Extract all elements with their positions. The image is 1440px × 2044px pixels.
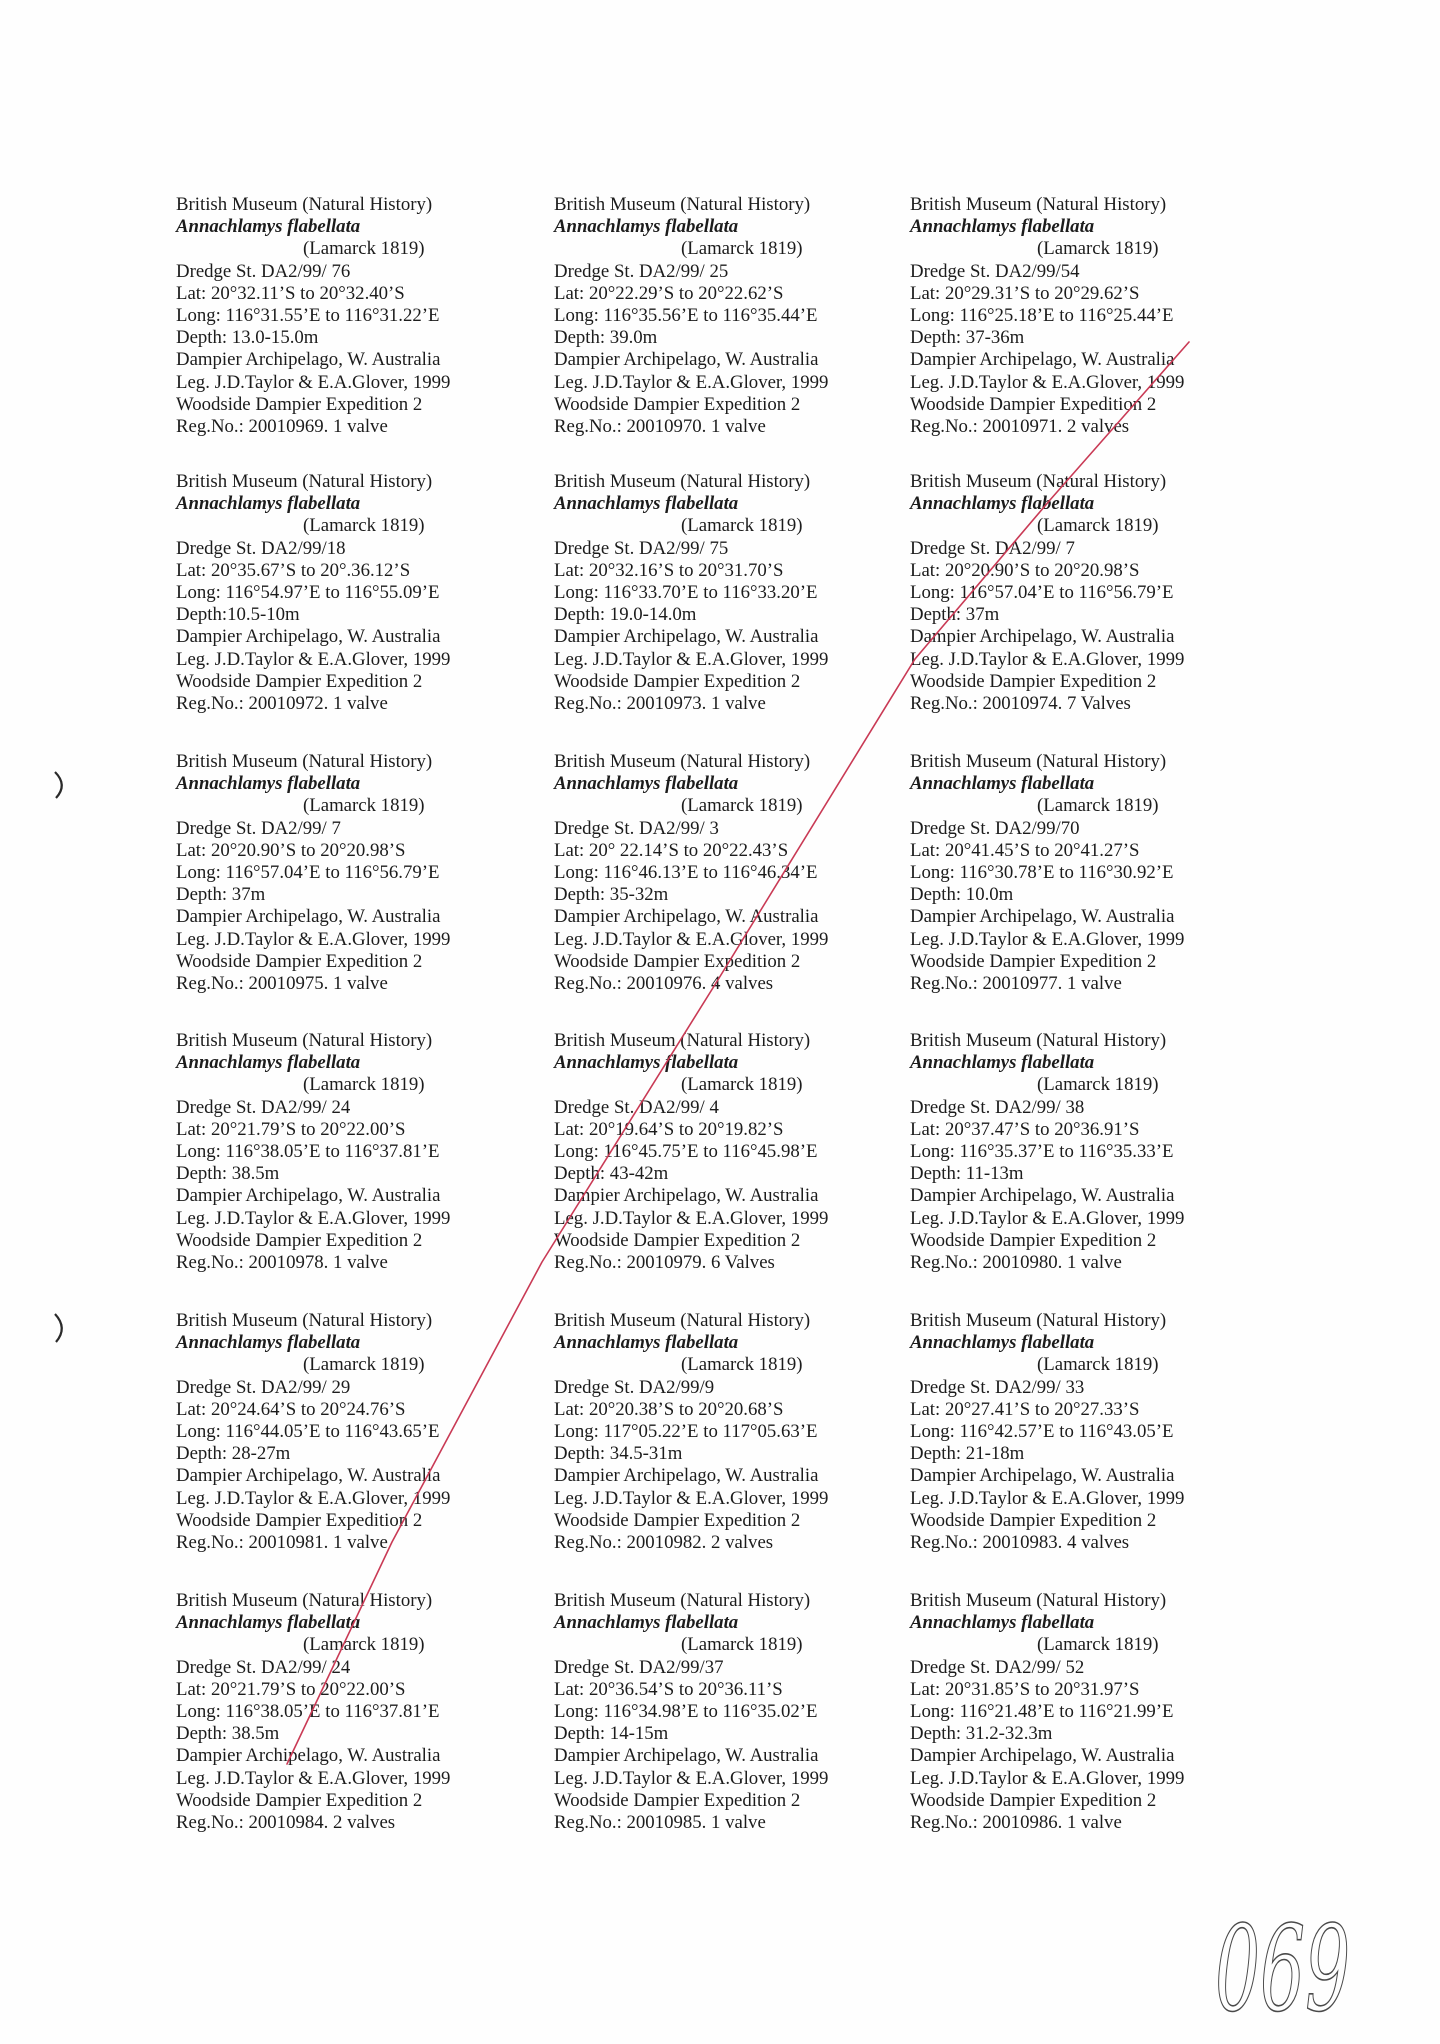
species-authority: (Lamarck 1819) xyxy=(681,1354,803,1376)
registration-number: Reg.No.: 20010983. 4 valves xyxy=(910,1531,1130,1553)
longitude: Long: 116°25.18’E to 116°25.44’E xyxy=(910,304,1174,326)
specimen-label xyxy=(554,1310,884,1554)
specimen-label xyxy=(910,194,1240,438)
latitude: Lat: 20°29.31’S to 20°29.62’S xyxy=(910,282,1140,304)
depth: Depth: 21-18m xyxy=(910,1443,1025,1465)
dredge-station: Dredge St. DA2/99/18 xyxy=(176,537,346,559)
species-name: Annachlamys flabellata xyxy=(554,493,739,515)
species-name: Annachlamys flabellata xyxy=(176,773,361,795)
expedition: Woodside Dampier Expedition 2 xyxy=(910,1229,1157,1251)
expedition: Woodside Dampier Expedition 2 xyxy=(176,1509,423,1531)
species-name: Annachlamys flabellata xyxy=(176,1612,361,1634)
longitude: Long: 116°46.13’E to 116°46.34’E xyxy=(554,861,818,883)
specimen-label xyxy=(910,471,1240,715)
collectors: Leg. J.D.Taylor & E.A.Glover, 1999 xyxy=(910,371,1185,393)
collectors: Leg. J.D.Taylor & E.A.Glover, 1999 xyxy=(176,1767,451,1789)
latitude: Lat: 20°32.11’S to 20°32.40’S xyxy=(176,282,405,304)
collectors: Leg. J.D.Taylor & E.A.Glover, 1999 xyxy=(554,1207,829,1229)
locality: Dampier Archipelago, W. Australia xyxy=(176,1465,441,1487)
latitude: Lat: 20°24.64’S to 20°24.76’S xyxy=(176,1398,406,1420)
institution: British Museum (Natural History) xyxy=(554,471,811,492)
collectors: Leg. J.D.Taylor & E.A.Glover, 1999 xyxy=(910,1767,1185,1789)
collectors: Leg. J.D.Taylor & E.A.Glover, 1999 xyxy=(554,371,829,393)
species-name: Annachlamys flabellata xyxy=(910,1612,1095,1634)
species-authority: (Lamarck 1819) xyxy=(681,238,803,260)
registration-number: Reg.No.: 20010972. 1 valve xyxy=(176,692,388,714)
expedition: Woodside Dampier Expedition 2 xyxy=(910,393,1157,415)
dredge-station: Dredge St. DA2/99/ 7 xyxy=(176,817,341,839)
institution: British Museum (Natural History) xyxy=(176,1310,433,1331)
latitude: Lat: 20°19.64’S to 20°19.82’S xyxy=(554,1118,784,1140)
registration-number: Reg.No.: 20010978. 1 valve xyxy=(176,1251,388,1273)
species-name: Annachlamys flabellata xyxy=(910,216,1095,238)
locality: Dampier Archipelago, W. Australia xyxy=(176,906,441,928)
expedition: Woodside Dampier Expedition 2 xyxy=(910,1509,1157,1531)
species-authority: (Lamarck 1819) xyxy=(681,1634,803,1656)
locality: Dampier Archipelago, W. Australia xyxy=(910,1745,1175,1767)
punch-hole-mark xyxy=(55,772,62,798)
species-authority: (Lamarck 1819) xyxy=(303,238,425,260)
longitude: Long: 116°31.55’E to 116°31.22’E xyxy=(176,304,440,326)
institution: British Museum (Natural History) xyxy=(176,194,433,215)
species-name: Annachlamys flabellata xyxy=(176,493,361,515)
collectors: Leg. J.D.Taylor & E.A.Glover, 1999 xyxy=(910,648,1185,670)
collectors: Leg. J.D.Taylor & E.A.Glover, 1999 xyxy=(176,371,451,393)
institution: British Museum (Natural History) xyxy=(910,1590,1167,1611)
specimen-label xyxy=(910,1590,1240,1834)
depth: Depth: 37-36m xyxy=(910,327,1025,349)
species-authority: (Lamarck 1819) xyxy=(303,515,425,537)
institution: British Museum (Natural History) xyxy=(910,194,1167,215)
latitude: Lat: 20°37.47’S to 20°36.91’S xyxy=(910,1118,1140,1140)
species-authority: (Lamarck 1819) xyxy=(1037,1634,1159,1656)
dredge-station: Dredge St. DA2/99/54 xyxy=(910,260,1080,282)
institution: British Museum (Natural History) xyxy=(176,471,433,492)
specimen-label xyxy=(176,1310,506,1554)
specimen-label xyxy=(176,1030,506,1274)
institution: British Museum (Natural History) xyxy=(176,1030,433,1051)
collectors: Leg. J.D.Taylor & E.A.Glover, 1999 xyxy=(554,648,829,670)
latitude: Lat: 20°20.38’S to 20°20.68’S xyxy=(554,1398,784,1420)
latitude: Lat: 20°21.79’S to 20°22.00’S xyxy=(176,1678,406,1700)
species-authority: (Lamarck 1819) xyxy=(303,1354,425,1376)
locality: Dampier Archipelago, W. Australia xyxy=(554,1465,819,1487)
species-authority: (Lamarck 1819) xyxy=(1037,795,1159,817)
species-name: Annachlamys flabellata xyxy=(176,1332,361,1354)
punch-hole-mark xyxy=(55,1314,62,1342)
registration-number: Reg.No.: 20010975. 1 valve xyxy=(176,972,388,994)
expedition: Woodside Dampier Expedition 2 xyxy=(910,1789,1157,1811)
latitude: Lat: 20°21.79’S to 20°22.00’S xyxy=(176,1118,406,1140)
latitude: Lat: 20°35.67’S to 20°.36.12’S xyxy=(176,559,411,581)
collectors: Leg. J.D.Taylor & E.A.Glover, 1999 xyxy=(176,1487,451,1509)
depth: Depth:10.5-10m xyxy=(176,604,300,626)
longitude: Long: 116°35.56’E to 116°35.44’E xyxy=(554,304,818,326)
collectors: Leg. J.D.Taylor & E.A.Glover, 1999 xyxy=(176,648,451,670)
latitude: Lat: 20°27.41’S to 20°27.33’S xyxy=(910,1398,1140,1420)
depth: Depth: 13.0-15.0m xyxy=(176,327,319,349)
species-authority: (Lamarck 1819) xyxy=(1037,1074,1159,1096)
dredge-station: Dredge St. DA2/99/ 4 xyxy=(554,1096,719,1118)
species-authority: (Lamarck 1819) xyxy=(681,1074,803,1096)
longitude: Long: 116°57.04’E to 116°56.79’E xyxy=(176,861,440,883)
dredge-station: Dredge St. DA2/99/ 25 xyxy=(554,260,729,282)
depth: Depth: 14-15m xyxy=(554,1723,669,1745)
collectors: Leg. J.D.Taylor & E.A.Glover, 1999 xyxy=(176,1207,451,1229)
specimen-label xyxy=(910,1030,1240,1274)
institution: British Museum (Natural History) xyxy=(554,1590,811,1611)
depth: Depth: 11-13m xyxy=(910,1163,1024,1185)
depth: Depth: 37m xyxy=(910,604,1000,626)
expedition: Woodside Dampier Expedition 2 xyxy=(910,670,1157,692)
locality: Dampier Archipelago, W. Australia xyxy=(554,626,819,648)
dredge-station: Dredge St. DA2/99/ 38 xyxy=(910,1096,1085,1118)
expedition: Woodside Dampier Expedition 2 xyxy=(176,1229,423,1251)
specimen-label xyxy=(554,194,884,438)
dredge-station: Dredge St. DA2/99/ 24 xyxy=(176,1656,351,1678)
handwritten-page-number: 069 xyxy=(1215,1900,1351,2038)
collectors: Leg. J.D.Taylor & E.A.Glover, 1999 xyxy=(910,1487,1185,1509)
latitude: Lat: 20° 22.14’S to 20°22.43’S xyxy=(554,839,789,861)
locality: Dampier Archipelago, W. Australia xyxy=(176,626,441,648)
registration-number: Reg.No.: 20010974. 7 Valves xyxy=(910,692,1131,714)
registration-number: Reg.No.: 20010982. 2 valves xyxy=(554,1531,774,1553)
species-name: Annachlamys flabellata xyxy=(554,1052,739,1074)
latitude: Lat: 20°31.85’S to 20°31.97’S xyxy=(910,1678,1140,1700)
depth: Depth: 19.0-14.0m xyxy=(554,604,697,626)
locality: Dampier Archipelago, W. Australia xyxy=(176,1745,441,1767)
registration-number: Reg.No.: 20010970. 1 valve xyxy=(554,415,766,437)
dredge-station: Dredge St. DA2/99/ 24 xyxy=(176,1096,351,1118)
expedition: Woodside Dampier Expedition 2 xyxy=(176,393,423,415)
longitude: Long: 116°54.97’E to 116°55.09’E xyxy=(176,581,440,603)
collectors: Leg. J.D.Taylor & E.A.Glover, 1999 xyxy=(554,1767,829,1789)
species-name: Annachlamys flabellata xyxy=(554,216,739,238)
institution: British Museum (Natural History) xyxy=(910,751,1167,772)
collectors: Leg. J.D.Taylor & E.A.Glover, 1999 xyxy=(910,1207,1185,1229)
dredge-station: Dredge St. DA2/99/9 xyxy=(554,1376,715,1398)
longitude: Long: 117°05.22’E to 117°05.63’E xyxy=(554,1420,818,1442)
species-name: Annachlamys flabellata xyxy=(554,773,739,795)
specimen-label xyxy=(554,1590,884,1834)
institution: British Museum (Natural History) xyxy=(910,1310,1167,1331)
locality: Dampier Archipelago, W. Australia xyxy=(910,1185,1175,1207)
longitude: Long: 116°44.05’E to 116°43.65’E xyxy=(176,1420,440,1442)
longitude: Long: 116°21.48’E to 116°21.99’E xyxy=(910,1700,1174,1722)
locality: Dampier Archipelago, W. Australia xyxy=(554,906,819,928)
expedition: Woodside Dampier Expedition 2 xyxy=(910,950,1157,972)
registration-number: Reg.No.: 20010971. 2 valves xyxy=(910,415,1130,437)
locality: Dampier Archipelago, W. Australia xyxy=(910,1465,1175,1487)
institution: British Museum (Natural History) xyxy=(176,1590,433,1611)
registration-number: Reg.No.: 20010979. 6 Valves xyxy=(554,1251,775,1273)
longitude: Long: 116°57.04’E to 116°56.79’E xyxy=(910,581,1174,603)
depth: Depth: 37m xyxy=(176,884,266,906)
longitude: Long: 116°34.98’E to 116°35.02’E xyxy=(554,1700,818,1722)
collectors: Leg. J.D.Taylor & E.A.Glover, 1999 xyxy=(554,1487,829,1509)
latitude: Lat: 20°41.45’S to 20°41.27’S xyxy=(910,839,1140,861)
species-name: Annachlamys flabellata xyxy=(910,1332,1095,1354)
species-name: Annachlamys flabellata xyxy=(554,1612,739,1634)
species-authority: (Lamarck 1819) xyxy=(1037,1354,1159,1376)
locality: Dampier Archipelago, W. Australia xyxy=(554,1185,819,1207)
dredge-station: Dredge St. DA2/99/ 52 xyxy=(910,1656,1085,1678)
latitude: Lat: 20°20.90’S to 20°20.98’S xyxy=(176,839,406,861)
depth: Depth: 34.5-31m xyxy=(554,1443,683,1465)
expedition: Woodside Dampier Expedition 2 xyxy=(554,1789,801,1811)
collectors: Leg. J.D.Taylor & E.A.Glover, 1999 xyxy=(176,928,451,950)
institution: British Museum (Natural History) xyxy=(554,751,811,772)
locality: Dampier Archipelago, W. Australia xyxy=(176,349,441,371)
depth: Depth: 43-42m xyxy=(554,1163,669,1185)
dredge-station: Dredge St. DA2/99/ 76 xyxy=(176,260,351,282)
specimen-label xyxy=(554,1030,884,1274)
registration-number: Reg.No.: 20010980. 1 valve xyxy=(910,1251,1122,1273)
expedition: Woodside Dampier Expedition 2 xyxy=(554,1229,801,1251)
depth: Depth: 39.0m xyxy=(554,327,658,349)
specimen-label xyxy=(554,471,884,715)
institution: British Museum (Natural History) xyxy=(554,1310,811,1331)
institution: British Museum (Natural History) xyxy=(554,194,811,215)
locality: Dampier Archipelago, W. Australia xyxy=(910,626,1175,648)
species-name: Annachlamys flabellata xyxy=(910,1052,1095,1074)
longitude: Long: 116°45.75’E to 116°45.98’E xyxy=(554,1140,818,1162)
specimen-label xyxy=(176,751,506,995)
expedition: Woodside Dampier Expedition 2 xyxy=(176,950,423,972)
species-authority: (Lamarck 1819) xyxy=(681,795,803,817)
dredge-station: Dredge St. DA2/99/ 75 xyxy=(554,537,729,559)
registration-number: Reg.No.: 20010986. 1 valve xyxy=(910,1811,1122,1833)
longitude: Long: 116°38.05’E to 116°37.81’E xyxy=(176,1140,440,1162)
longitude: Long: 116°30.78’E to 116°30.92’E xyxy=(910,861,1174,883)
dredge-station: Dredge St. DA2/99/ 29 xyxy=(176,1376,351,1398)
latitude: Lat: 20°20.90’S to 20°20.98’S xyxy=(910,559,1140,581)
expedition: Woodside Dampier Expedition 2 xyxy=(554,1509,801,1531)
longitude: Long: 116°42.57’E to 116°43.05’E xyxy=(910,1420,1174,1442)
dredge-station: Dredge St. DA2/99/ 33 xyxy=(910,1376,1085,1398)
specimen-label xyxy=(176,471,506,715)
species-name: Annachlamys flabellata xyxy=(554,1332,739,1354)
registration-number: Reg.No.: 20010984. 2 valves xyxy=(176,1811,396,1833)
locality: Dampier Archipelago, W. Australia xyxy=(176,1185,441,1207)
longitude: Long: 116°33.70’E to 116°33.20’E xyxy=(554,581,818,603)
registration-number: Reg.No.: 20010976. 4 valves xyxy=(554,972,774,994)
dredge-station: Dredge St. DA2/99/ 7 xyxy=(910,537,1075,559)
institution: British Museum (Natural History) xyxy=(910,1030,1167,1051)
locality: Dampier Archipelago, W. Australia xyxy=(554,349,819,371)
registration-number: Reg.No.: 20010973. 1 valve xyxy=(554,692,766,714)
registration-number: Reg.No.: 20010969. 1 valve xyxy=(176,415,388,437)
collectors: Leg. J.D.Taylor & E.A.Glover, 1999 xyxy=(910,928,1185,950)
depth: Depth: 28-27m xyxy=(176,1443,291,1465)
species-authority: (Lamarck 1819) xyxy=(303,1634,425,1656)
dredge-station: Dredge St. DA2/99/70 xyxy=(910,817,1080,839)
depth: Depth: 35-32m xyxy=(554,884,669,906)
specimen-label xyxy=(910,1310,1240,1554)
expedition: Woodside Dampier Expedition 2 xyxy=(554,950,801,972)
specimen-label xyxy=(176,194,506,438)
depth: Depth: 10.0m xyxy=(910,884,1014,906)
species-name: Annachlamys flabellata xyxy=(176,216,361,238)
longitude: Long: 116°35.37’E to 116°35.33’E xyxy=(910,1140,1174,1162)
locality: Dampier Archipelago, W. Australia xyxy=(910,349,1175,371)
specimen-label xyxy=(554,751,884,995)
institution: British Museum (Natural History) xyxy=(554,1030,811,1051)
species-authority: (Lamarck 1819) xyxy=(1037,238,1159,260)
registration-number: Reg.No.: 20010981. 1 valve xyxy=(176,1531,388,1553)
species-authority: (Lamarck 1819) xyxy=(303,1074,425,1096)
specimen-label xyxy=(910,751,1240,995)
latitude: Lat: 20°36.54’S to 20°36.11’S xyxy=(554,1678,783,1700)
depth: Depth: 31.2-32.3m xyxy=(910,1723,1053,1745)
collectors: Leg. J.D.Taylor & E.A.Glover, 1999 xyxy=(554,928,829,950)
depth: Depth: 38.5m xyxy=(176,1723,280,1745)
species-name: Annachlamys flabellata xyxy=(910,773,1095,795)
locality: Dampier Archipelago, W. Australia xyxy=(554,1745,819,1767)
longitude: Long: 116°38.05’E to 116°37.81’E xyxy=(176,1700,440,1722)
registration-number: Reg.No.: 20010977. 1 valve xyxy=(910,972,1122,994)
species-authority: (Lamarck 1819) xyxy=(1037,515,1159,537)
species-name: Annachlamys flabellata xyxy=(910,493,1095,515)
species-authority: (Lamarck 1819) xyxy=(303,795,425,817)
institution: British Museum (Natural History) xyxy=(176,751,433,772)
locality: Dampier Archipelago, W. Australia xyxy=(910,906,1175,928)
latitude: Lat: 20°32.16’S to 20°31.70’S xyxy=(554,559,784,581)
expedition: Woodside Dampier Expedition 2 xyxy=(176,1789,423,1811)
registration-number: Reg.No.: 20010985. 1 valve xyxy=(554,1811,766,1833)
specimen-label xyxy=(176,1590,506,1834)
species-authority: (Lamarck 1819) xyxy=(681,515,803,537)
expedition: Woodside Dampier Expedition 2 xyxy=(554,670,801,692)
depth: Depth: 38.5m xyxy=(176,1163,280,1185)
latitude: Lat: 20°22.29’S to 20°22.62’S xyxy=(554,282,784,304)
dredge-station: Dredge St. DA2/99/37 xyxy=(554,1656,724,1678)
species-name: Annachlamys flabellata xyxy=(176,1052,361,1074)
dredge-station: Dredge St. DA2/99/ 3 xyxy=(554,817,719,839)
institution: British Museum (Natural History) xyxy=(910,471,1167,492)
expedition: Woodside Dampier Expedition 2 xyxy=(554,393,801,415)
expedition: Woodside Dampier Expedition 2 xyxy=(176,670,423,692)
